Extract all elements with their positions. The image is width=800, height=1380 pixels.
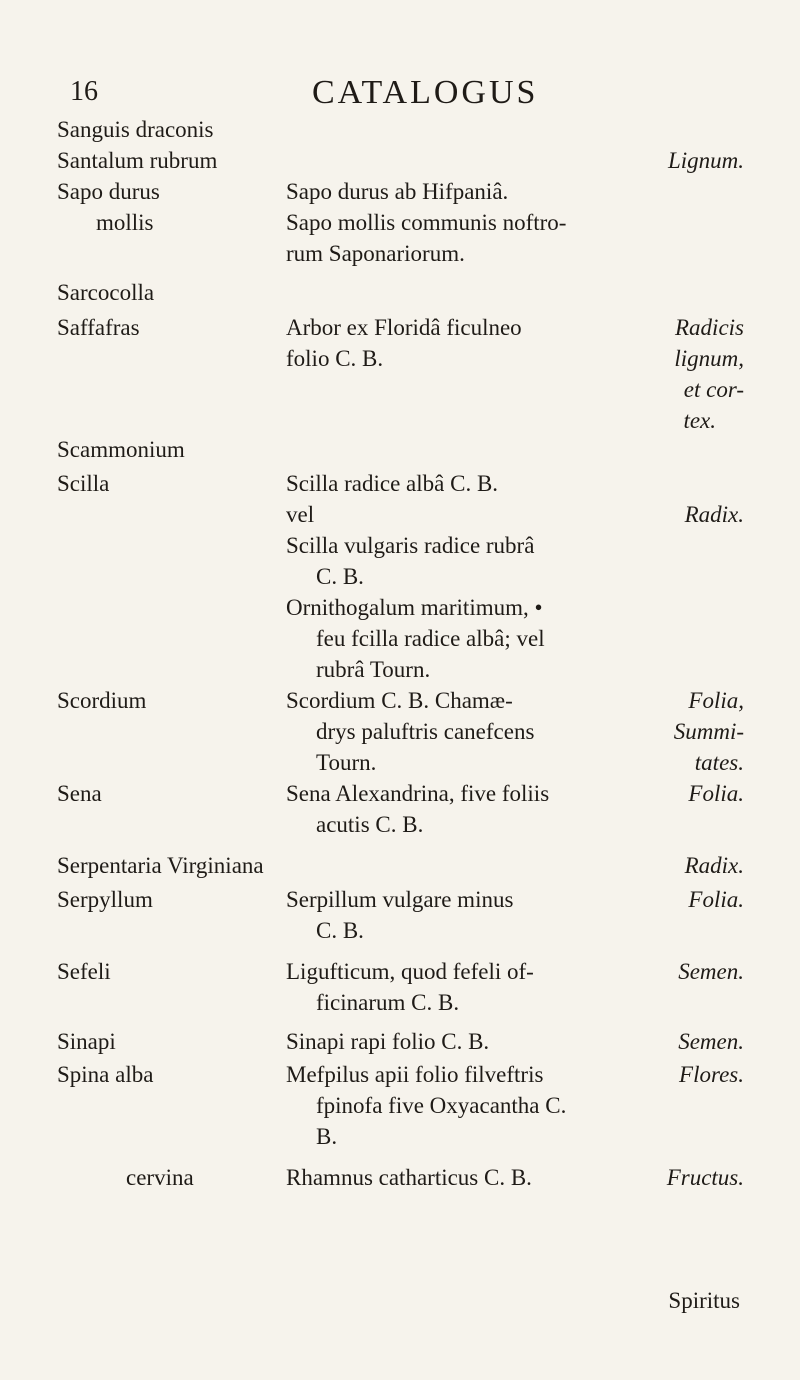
description-line: Sena Alexandrina, five foliis <box>286 781 550 806</box>
description-line: rum Saponariorum. <box>286 241 465 266</box>
description-line: Scilla radice albâ C. B. <box>286 471 499 496</box>
description-line: C. B. <box>316 918 364 943</box>
description-line: vel <box>286 502 315 527</box>
entry-part: lignum, <box>674 346 744 371</box>
page-title: CATALOGUS <box>312 74 539 111</box>
entry-part: Fructus. <box>666 1165 744 1190</box>
description-line: Scilla vulgaris radice rubrâ <box>286 533 535 558</box>
page-header <box>0 74 800 114</box>
entry-name: Sinapi <box>57 1029 116 1054</box>
description-line: Ligufticum, quod fefeli of- <box>286 959 534 984</box>
description-line: B. <box>316 1124 338 1149</box>
entry-name: Spina alba <box>57 1062 154 1087</box>
entry-name: cervina <box>126 1165 194 1190</box>
description-line: Ornithogalum maritimum, • <box>286 595 543 620</box>
description-line: Scordium C. B. Chamæ- <box>286 688 513 713</box>
entry-part: tex. <box>683 408 716 433</box>
entry-name: Sarcocolla <box>57 280 155 305</box>
entry-name: Sena <box>57 781 102 806</box>
description-line: drys paluftris canefcens <box>316 719 535 744</box>
entry-name: Saffafras <box>57 315 140 340</box>
entry-name: Sanguis draconis <box>57 117 214 142</box>
description-line: feu fcilla radice albâ; vel <box>316 626 545 651</box>
description-line: Mefpilus apii folio filveftris <box>286 1062 544 1087</box>
entry-description <box>286 956 746 1018</box>
entry-part: Semen. <box>678 959 744 984</box>
entry-part: Semen. <box>678 1029 744 1054</box>
entry-part: Radix. <box>684 853 744 878</box>
entry-description <box>286 468 746 685</box>
page-number: 16 <box>70 76 98 107</box>
entry-name: Serpentaria Virginiana <box>57 853 264 878</box>
entry-name: Scilla <box>57 471 110 496</box>
entry-name: Scordium <box>57 688 147 713</box>
entry-description <box>286 884 746 946</box>
entry-description <box>286 207 746 269</box>
entry-description <box>286 176 746 207</box>
entry-part: Folia. <box>688 887 744 912</box>
entry-part: Folia. <box>688 781 744 806</box>
description-line: Sapo durus ab Hifpaniâ. <box>286 179 509 204</box>
entry-name: Sefeli <box>57 959 111 984</box>
entry-part: Radicis <box>675 315 744 340</box>
description-line: Sinapi rapi folio C. B. <box>286 1029 490 1054</box>
entry-part: Folia, <box>688 688 744 713</box>
description-line: Tourn. <box>316 750 377 775</box>
description-line: fpinofa five Oxyacantha C. <box>316 1093 567 1118</box>
entry-description <box>286 1059 746 1152</box>
description-line: acutis C. B. <box>316 812 424 837</box>
description-line: Arbor ex Floridâ ficulneo <box>286 315 522 340</box>
entry-name: Scammonium <box>57 437 185 462</box>
entry-name: Santalum rubrum <box>57 148 218 173</box>
entry-part: tates. <box>694 750 744 775</box>
description-line: C. B. <box>316 564 364 589</box>
entry-part: Lignum. <box>667 148 744 173</box>
description-line: Serpillum vulgare minus <box>286 887 514 912</box>
description-line: Rhamnus catharticus C. B. <box>286 1165 532 1190</box>
entry-part: et cor- <box>683 377 744 402</box>
entry-part: Radix. <box>684 502 744 527</box>
entry-part: Summi- <box>673 719 744 744</box>
entry-name: Sapo durus <box>57 179 160 204</box>
description-line: Sapo mollis communis noftro- <box>286 210 567 235</box>
entry-part: Flores. <box>679 1062 744 1087</box>
description-line: ficinarum C. B. <box>316 990 460 1015</box>
entry-description <box>286 1026 746 1057</box>
entry-name: mollis <box>96 210 154 235</box>
entry-description <box>286 778 746 840</box>
description-line: rubrâ Tourn. <box>316 657 431 682</box>
entry-name: Serpyllum <box>57 887 153 912</box>
description-line: folio C. B. <box>286 346 384 371</box>
catchword: Spiritus <box>668 1288 740 1313</box>
